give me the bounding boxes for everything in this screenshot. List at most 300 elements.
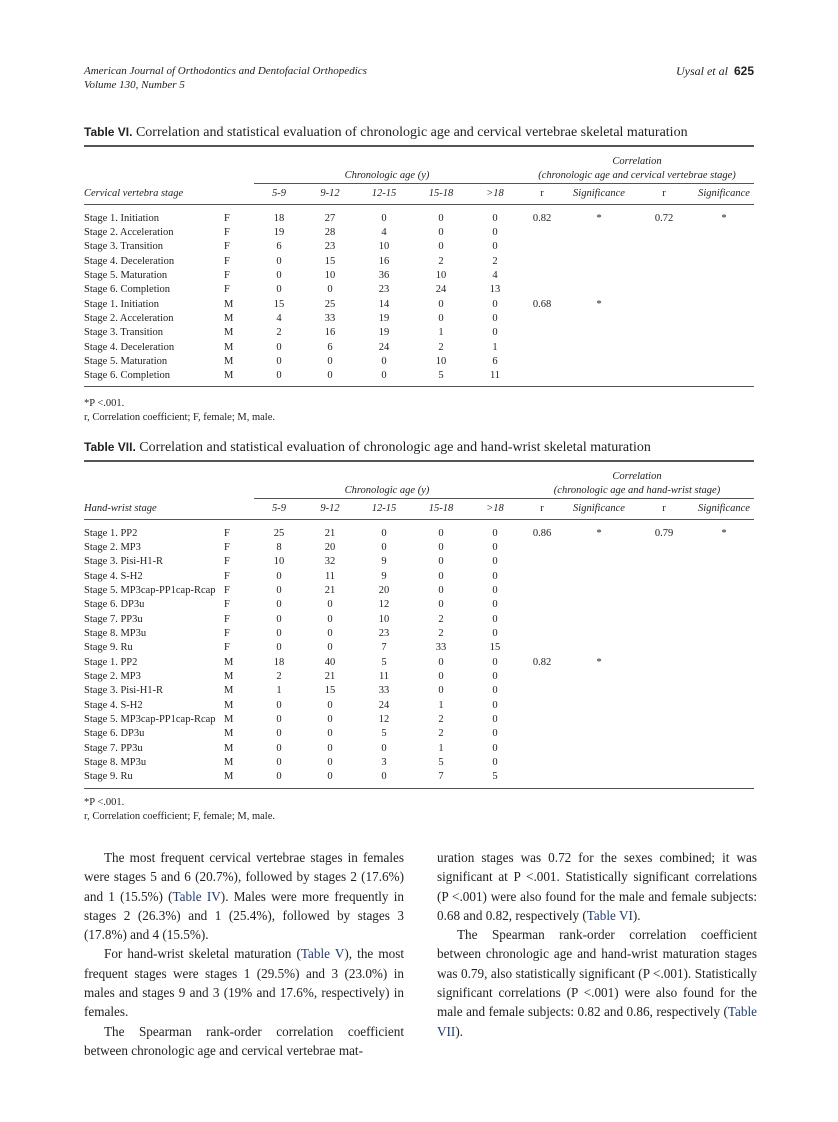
stage-name: Stage 2. Acceleration — [84, 312, 174, 324]
sex: F — [224, 269, 230, 281]
stage-name: Stage 6. DP3u — [84, 728, 145, 740]
r-value — [520, 283, 564, 297]
count-over-18: 0 — [492, 541, 498, 553]
table-row — [84, 655, 754, 669]
count-9-12: 0 — [327, 699, 333, 711]
significance-combined — [694, 698, 754, 712]
significance-combined — [694, 312, 754, 326]
significance: * — [596, 527, 602, 539]
correlation-group-header — [520, 146, 754, 184]
r-combined — [634, 369, 694, 387]
count-15-18: 0 — [438, 570, 444, 582]
significance — [564, 340, 634, 354]
r-value — [520, 355, 564, 369]
age-column-header: 15-18 — [412, 184, 470, 205]
count-9-12: 0 — [327, 713, 333, 725]
r-value — [520, 612, 564, 626]
r-value — [520, 240, 564, 254]
count-12-15: 24 — [378, 341, 390, 353]
count-12-15: 3 — [381, 757, 387, 769]
table6-label: Table VI. — [84, 125, 133, 139]
count-9-12: 21 — [324, 527, 336, 539]
significance-column-header: Significance — [564, 184, 634, 205]
r-combined: 0.79 — [654, 527, 674, 539]
count-over-18: 0 — [492, 670, 498, 682]
table-row — [84, 713, 754, 727]
table-row — [84, 555, 754, 569]
sex: F — [224, 527, 230, 539]
stage-column-header: Hand-wrist stage — [84, 499, 254, 520]
sex: M — [224, 728, 234, 740]
footnote-abbreviations: r, Correlation coefficient; F, female; M, male. — [84, 811, 275, 822]
count-over-18: 0 — [492, 327, 498, 339]
table7-footnotes — [84, 796, 275, 824]
sex: F — [224, 556, 230, 568]
significance — [564, 312, 634, 326]
count-15-18: 2 — [438, 613, 444, 625]
count-5-9: 0 — [276, 255, 282, 267]
footnote-significance: *P <.001. — [84, 398, 125, 409]
count-12-15: 20 — [378, 584, 390, 596]
count-over-18: 0 — [492, 742, 498, 754]
count-5-9: 10 — [273, 556, 285, 568]
significance-combined — [694, 569, 754, 583]
r-column-header: r — [520, 184, 564, 205]
stage-name: Stage 6. Completion — [84, 369, 224, 387]
count-15-18: 0 — [438, 312, 444, 324]
count-15-18: 5 — [438, 757, 444, 769]
count-9-12: 0 — [327, 642, 333, 654]
r-value: 0.86 — [532, 527, 552, 539]
age-column-header: 12-15 — [356, 499, 412, 520]
significance — [564, 355, 634, 369]
table-row — [84, 269, 754, 283]
count-9-12: 0 — [327, 757, 333, 769]
stage-name: Stage 1. PP2 — [84, 656, 138, 668]
stage-name: Stage 8. MP3u — [84, 757, 147, 769]
significance — [564, 770, 634, 788]
count-5-9: 2 — [276, 327, 282, 339]
count-over-18: 2 — [492, 255, 498, 267]
sex: M — [224, 670, 234, 682]
table-row — [84, 584, 754, 598]
count-over-18: 0 — [492, 298, 498, 310]
count-9-12: 16 — [324, 327, 336, 339]
count-12-15: 4 — [381, 226, 387, 238]
r-combined — [634, 283, 694, 297]
paragraph — [84, 944, 404, 1021]
count-12-15: 19 — [378, 312, 390, 324]
count-9-12: 0 — [327, 728, 333, 740]
table-row — [84, 312, 754, 326]
age-group-header: Chronologic age (y) — [254, 146, 520, 184]
r-combined — [634, 713, 694, 727]
r-value — [520, 727, 564, 741]
table-row — [84, 684, 754, 698]
count-5-9: 15 — [273, 298, 285, 310]
r-value — [520, 713, 564, 727]
paragraph — [437, 925, 757, 1041]
count-over-18: 0 — [492, 627, 498, 639]
r-value — [520, 269, 564, 283]
r-value — [520, 326, 564, 340]
significance-combined — [694, 269, 754, 283]
age-column-header: 15-18 — [412, 499, 470, 520]
sex: F — [224, 599, 230, 611]
count-over-18: 0 — [492, 527, 498, 539]
significance — [564, 727, 634, 741]
significance-combined — [694, 727, 754, 741]
count-5-9: 8 — [276, 541, 282, 553]
count-15-18: 2 — [438, 728, 444, 740]
significance — [564, 641, 634, 655]
table-row — [84, 670, 754, 684]
count-15-18: 33 — [435, 642, 447, 654]
count-15-18: 1 — [438, 327, 444, 339]
significance — [564, 541, 634, 555]
significance — [564, 326, 634, 340]
r-value — [520, 584, 564, 598]
table-row — [84, 283, 754, 297]
stage-name: Stage 6. Completion — [84, 284, 171, 296]
sex: F — [224, 613, 230, 625]
significance — [564, 756, 634, 770]
sex: F — [224, 570, 230, 582]
count-5-9: 0 — [276, 713, 282, 725]
count-15-18: 10 — [435, 355, 447, 367]
significance — [564, 369, 634, 387]
significance: * — [596, 212, 602, 224]
r-combined — [634, 226, 694, 240]
table-vi — [84, 145, 754, 387]
stage-name: Stage 4. Deceleration — [84, 341, 175, 353]
sex: F — [224, 241, 230, 253]
count-15-18: 1 — [438, 699, 444, 711]
significance-combined — [694, 770, 754, 788]
r-value — [520, 340, 564, 354]
stage-name: Stage 9. Ru — [84, 642, 133, 654]
count-12-15: 9 — [381, 570, 387, 582]
r-value — [520, 598, 564, 612]
table-row — [84, 541, 754, 555]
running-header — [84, 64, 367, 92]
significance-column-header: Significance — [694, 499, 754, 520]
count-5-9: 0 — [254, 369, 304, 387]
significance-combined — [694, 297, 754, 311]
spacer — [84, 146, 254, 184]
paragraph — [84, 848, 404, 944]
age-column-header: 9-12 — [304, 499, 356, 520]
count-9-12: 10 — [324, 269, 336, 281]
count-12-15: 0 — [356, 369, 412, 387]
count-over-18: 0 — [492, 656, 498, 668]
count-12-15: 5 — [381, 656, 387, 668]
table-reference-link[interactable]: Table V — [300, 946, 345, 962]
sex: M — [224, 312, 234, 324]
count-12-15: 10 — [378, 613, 390, 625]
correlation-label: Correlation — [612, 156, 662, 167]
count-over-18: 0 — [492, 226, 498, 238]
count-5-9: 4 — [276, 312, 282, 324]
count-5-9: 0 — [276, 284, 282, 296]
significance — [564, 569, 634, 583]
text-segment: ). — [632, 907, 641, 923]
r-value — [520, 226, 564, 240]
column-header-row — [84, 184, 754, 205]
group-header-row — [84, 146, 754, 184]
sex: F — [224, 284, 230, 296]
significance-combined — [694, 584, 754, 598]
sex: F — [224, 642, 230, 654]
stage-name: Stage 1. Initiation — [84, 212, 159, 224]
stage-name: Stage 7. PP3u — [84, 613, 143, 625]
count-9-12: 33 — [324, 312, 336, 324]
count-over-18: 0 — [492, 613, 498, 625]
count-12-15: 12 — [378, 599, 390, 611]
sex: F — [224, 212, 230, 224]
significance — [564, 584, 634, 598]
count-15-18: 0 — [438, 212, 444, 224]
count-15-18: 0 — [438, 584, 444, 596]
count-9-12: 15 — [324, 255, 336, 267]
significance-combined: * — [721, 212, 727, 224]
count-5-9: 0 — [276, 613, 282, 625]
count-9-12: 21 — [324, 584, 336, 596]
table-row — [84, 742, 754, 756]
age-group-header: Chronologic age (y) — [254, 461, 520, 499]
significance-combined — [694, 340, 754, 354]
r-combined — [634, 698, 694, 712]
count-9-12: 0 — [327, 742, 333, 754]
count-5-9: 0 — [276, 699, 282, 711]
count-9-12: 11 — [324, 570, 336, 582]
count-15-18: 0 — [438, 527, 444, 539]
count-12-15: 24 — [378, 699, 390, 711]
sex: M — [224, 369, 254, 387]
count-15-18: 1 — [438, 742, 444, 754]
count-9-12: 0 — [327, 613, 333, 625]
age-column-header: 12-15 — [356, 184, 412, 205]
count-9-12: 20 — [324, 541, 336, 553]
count-12-15: 10 — [378, 241, 390, 253]
stage-name: Stage 2. Acceleration — [84, 226, 174, 238]
r-combined — [634, 584, 694, 598]
r-value: 0.82 — [532, 656, 552, 668]
page-header-right — [676, 64, 754, 79]
count-9-12: 0 — [327, 627, 333, 639]
table-row — [84, 627, 754, 641]
stage-name: Stage 4. Deceleration — [84, 255, 175, 267]
count-15-18: 2 — [438, 255, 444, 267]
count-9-12: 0 — [304, 369, 356, 387]
r-combined — [634, 297, 694, 311]
count-15-18: 0 — [438, 298, 444, 310]
sex: F — [224, 627, 230, 639]
sex: M — [224, 699, 234, 711]
count-over-18: 11 — [470, 369, 520, 387]
footnote-significance: *P <.001. — [84, 797, 125, 808]
table-reference-link[interactable]: Table VI — [586, 907, 633, 923]
count-9-12: 0 — [327, 284, 333, 296]
significance-combined — [694, 555, 754, 569]
r-combined — [634, 770, 694, 788]
significance — [564, 742, 634, 756]
count-12-15: 5 — [381, 728, 387, 740]
count-15-18: 0 — [438, 556, 444, 568]
data-table — [84, 145, 754, 387]
count-12-15: 9 — [381, 556, 387, 568]
r-value — [520, 312, 564, 326]
r-value — [520, 555, 564, 569]
r-combined — [634, 569, 694, 583]
stage-name: Stage 8. MP3u — [84, 627, 147, 639]
count-9-12: 0 — [327, 355, 333, 367]
count-15-18: 0 — [438, 656, 444, 668]
r-value — [520, 670, 564, 684]
count-9-12: 40 — [324, 656, 336, 668]
count-15-18: 5 — [412, 369, 470, 387]
r-column-header: r — [634, 499, 694, 520]
group-header-row — [84, 461, 754, 499]
count-12-15: 23 — [378, 627, 390, 639]
correlation-group-header — [520, 461, 754, 499]
significance: * — [596, 298, 602, 310]
count-12-15: 0 — [381, 212, 387, 224]
count-12-15: 16 — [378, 255, 390, 267]
count-5-9: 0 — [254, 770, 304, 788]
significance-combined — [694, 655, 754, 669]
significance-combined — [694, 742, 754, 756]
sex: M — [224, 656, 234, 668]
r-combined — [634, 670, 694, 684]
count-9-12: 25 — [324, 298, 336, 310]
r-combined — [634, 269, 694, 283]
sex: F — [224, 255, 230, 267]
r-combined — [634, 340, 694, 354]
text-segment: ), the most frequent stages were stages 1 (29.5%) and 3 (23.0%) in males and stages 9 and 3 (19% and 17.6%, respectively) in females. — [84, 946, 405, 1020]
count-over-18: 6 — [492, 355, 498, 367]
table-reference-link[interactable]: Table IV — [172, 888, 221, 904]
r-combined — [634, 254, 694, 268]
count-15-18: 7 — [412, 770, 470, 788]
r-combined — [634, 541, 694, 555]
table7-caption — [84, 440, 651, 456]
count-15-18: 0 — [438, 685, 444, 697]
count-9-12: 28 — [324, 226, 336, 238]
r-combined — [634, 312, 694, 326]
significance — [564, 283, 634, 297]
table6-title: Correlation and statistical evaluation of chronologic age and cervical vertebrae skeletal maturation — [135, 125, 688, 140]
count-5-9: 2 — [276, 670, 282, 682]
count-5-9: 0 — [276, 599, 282, 611]
count-5-9: 0 — [276, 728, 282, 740]
count-9-12: 23 — [324, 241, 336, 253]
stage-name: Stage 3. Transition — [84, 327, 164, 339]
count-5-9: 1 — [276, 685, 282, 697]
count-5-9: 0 — [276, 341, 282, 353]
sex: M — [224, 685, 234, 697]
age-column-header: >18 — [470, 184, 520, 205]
count-15-18: 2 — [438, 627, 444, 639]
count-5-9: 0 — [276, 742, 282, 754]
stage-name: Stage 4. S-H2 — [84, 699, 143, 711]
text-segment: The most frequent cervical vertebrae stages in females were stages 5 and 6 (20.7%), followed by stages 2 (17.6%) and 1 (15.5%) ( — [84, 850, 404, 904]
count-over-18: 4 — [492, 269, 498, 281]
r-value — [520, 698, 564, 712]
table6-caption — [84, 125, 688, 141]
text-segment: ). Males were more frequently in stages 2 (26.3%) and 1 (25.4%), followed by stages 3 (17.8%) and 4 (15.5%). — [84, 888, 405, 943]
sex: M — [224, 770, 254, 788]
count-12-15: 33 — [378, 685, 390, 697]
sex: M — [224, 327, 234, 339]
significance-column-header: Significance — [694, 184, 754, 205]
table-reference-link[interactable]: Table VII — [437, 1004, 757, 1039]
r-combined — [634, 655, 694, 669]
page-number: 625 — [733, 64, 754, 78]
significance — [564, 555, 634, 569]
count-5-9: 19 — [273, 226, 285, 238]
body-column-left — [84, 848, 404, 1060]
table-row — [84, 520, 754, 541]
r-column-header: r — [634, 184, 694, 205]
correlation-label: Correlation — [612, 471, 662, 482]
significance-combined: * — [721, 527, 727, 539]
count-over-18: 1 — [492, 341, 498, 353]
count-15-18: 0 — [438, 541, 444, 553]
count-15-18: 2 — [438, 713, 444, 725]
count-12-15: 0 — [381, 527, 387, 539]
count-12-15: 0 — [381, 355, 387, 367]
stage-name: Stage 5. Maturation — [84, 269, 168, 281]
table-row — [84, 297, 754, 311]
count-12-15: 0 — [381, 541, 387, 553]
journal-volume: Volume 130, Number 5 — [84, 79, 185, 91]
count-9-12: 15 — [324, 685, 336, 697]
stage-column-header: Cervical vertebra stage — [84, 184, 254, 205]
count-12-15: 14 — [378, 298, 390, 310]
count-5-9: 0 — [276, 570, 282, 582]
count-15-18: 0 — [438, 599, 444, 611]
count-over-18: 0 — [492, 699, 498, 711]
count-over-18: 5 — [470, 770, 520, 788]
r-value — [520, 684, 564, 698]
table-row — [84, 240, 754, 254]
data-table — [84, 460, 754, 789]
stage-name: Stage 7. PP3u — [84, 742, 143, 754]
count-9-12: 0 — [327, 599, 333, 611]
count-9-12: 21 — [324, 670, 336, 682]
significance-combined — [694, 756, 754, 770]
footnote-abbreviations: r, Correlation coefficient; F, female; M, male. — [84, 412, 275, 423]
r-value — [520, 541, 564, 555]
count-12-15: 0 — [381, 742, 387, 754]
stage-name: Stage 9. Ru — [84, 770, 224, 788]
significance — [564, 698, 634, 712]
significance-combined — [694, 355, 754, 369]
count-5-9: 0 — [276, 269, 282, 281]
r-value — [520, 770, 564, 788]
sex: M — [224, 757, 234, 769]
count-15-18: 24 — [435, 284, 447, 296]
table6-footnotes — [84, 397, 275, 425]
age-column-header: >18 — [470, 499, 520, 520]
r-combined — [634, 684, 694, 698]
count-5-9: 18 — [273, 212, 285, 224]
significance-combined — [694, 670, 754, 684]
count-over-18: 0 — [492, 584, 498, 596]
count-12-15: 7 — [381, 642, 387, 654]
r-combined: 0.72 — [654, 212, 674, 224]
